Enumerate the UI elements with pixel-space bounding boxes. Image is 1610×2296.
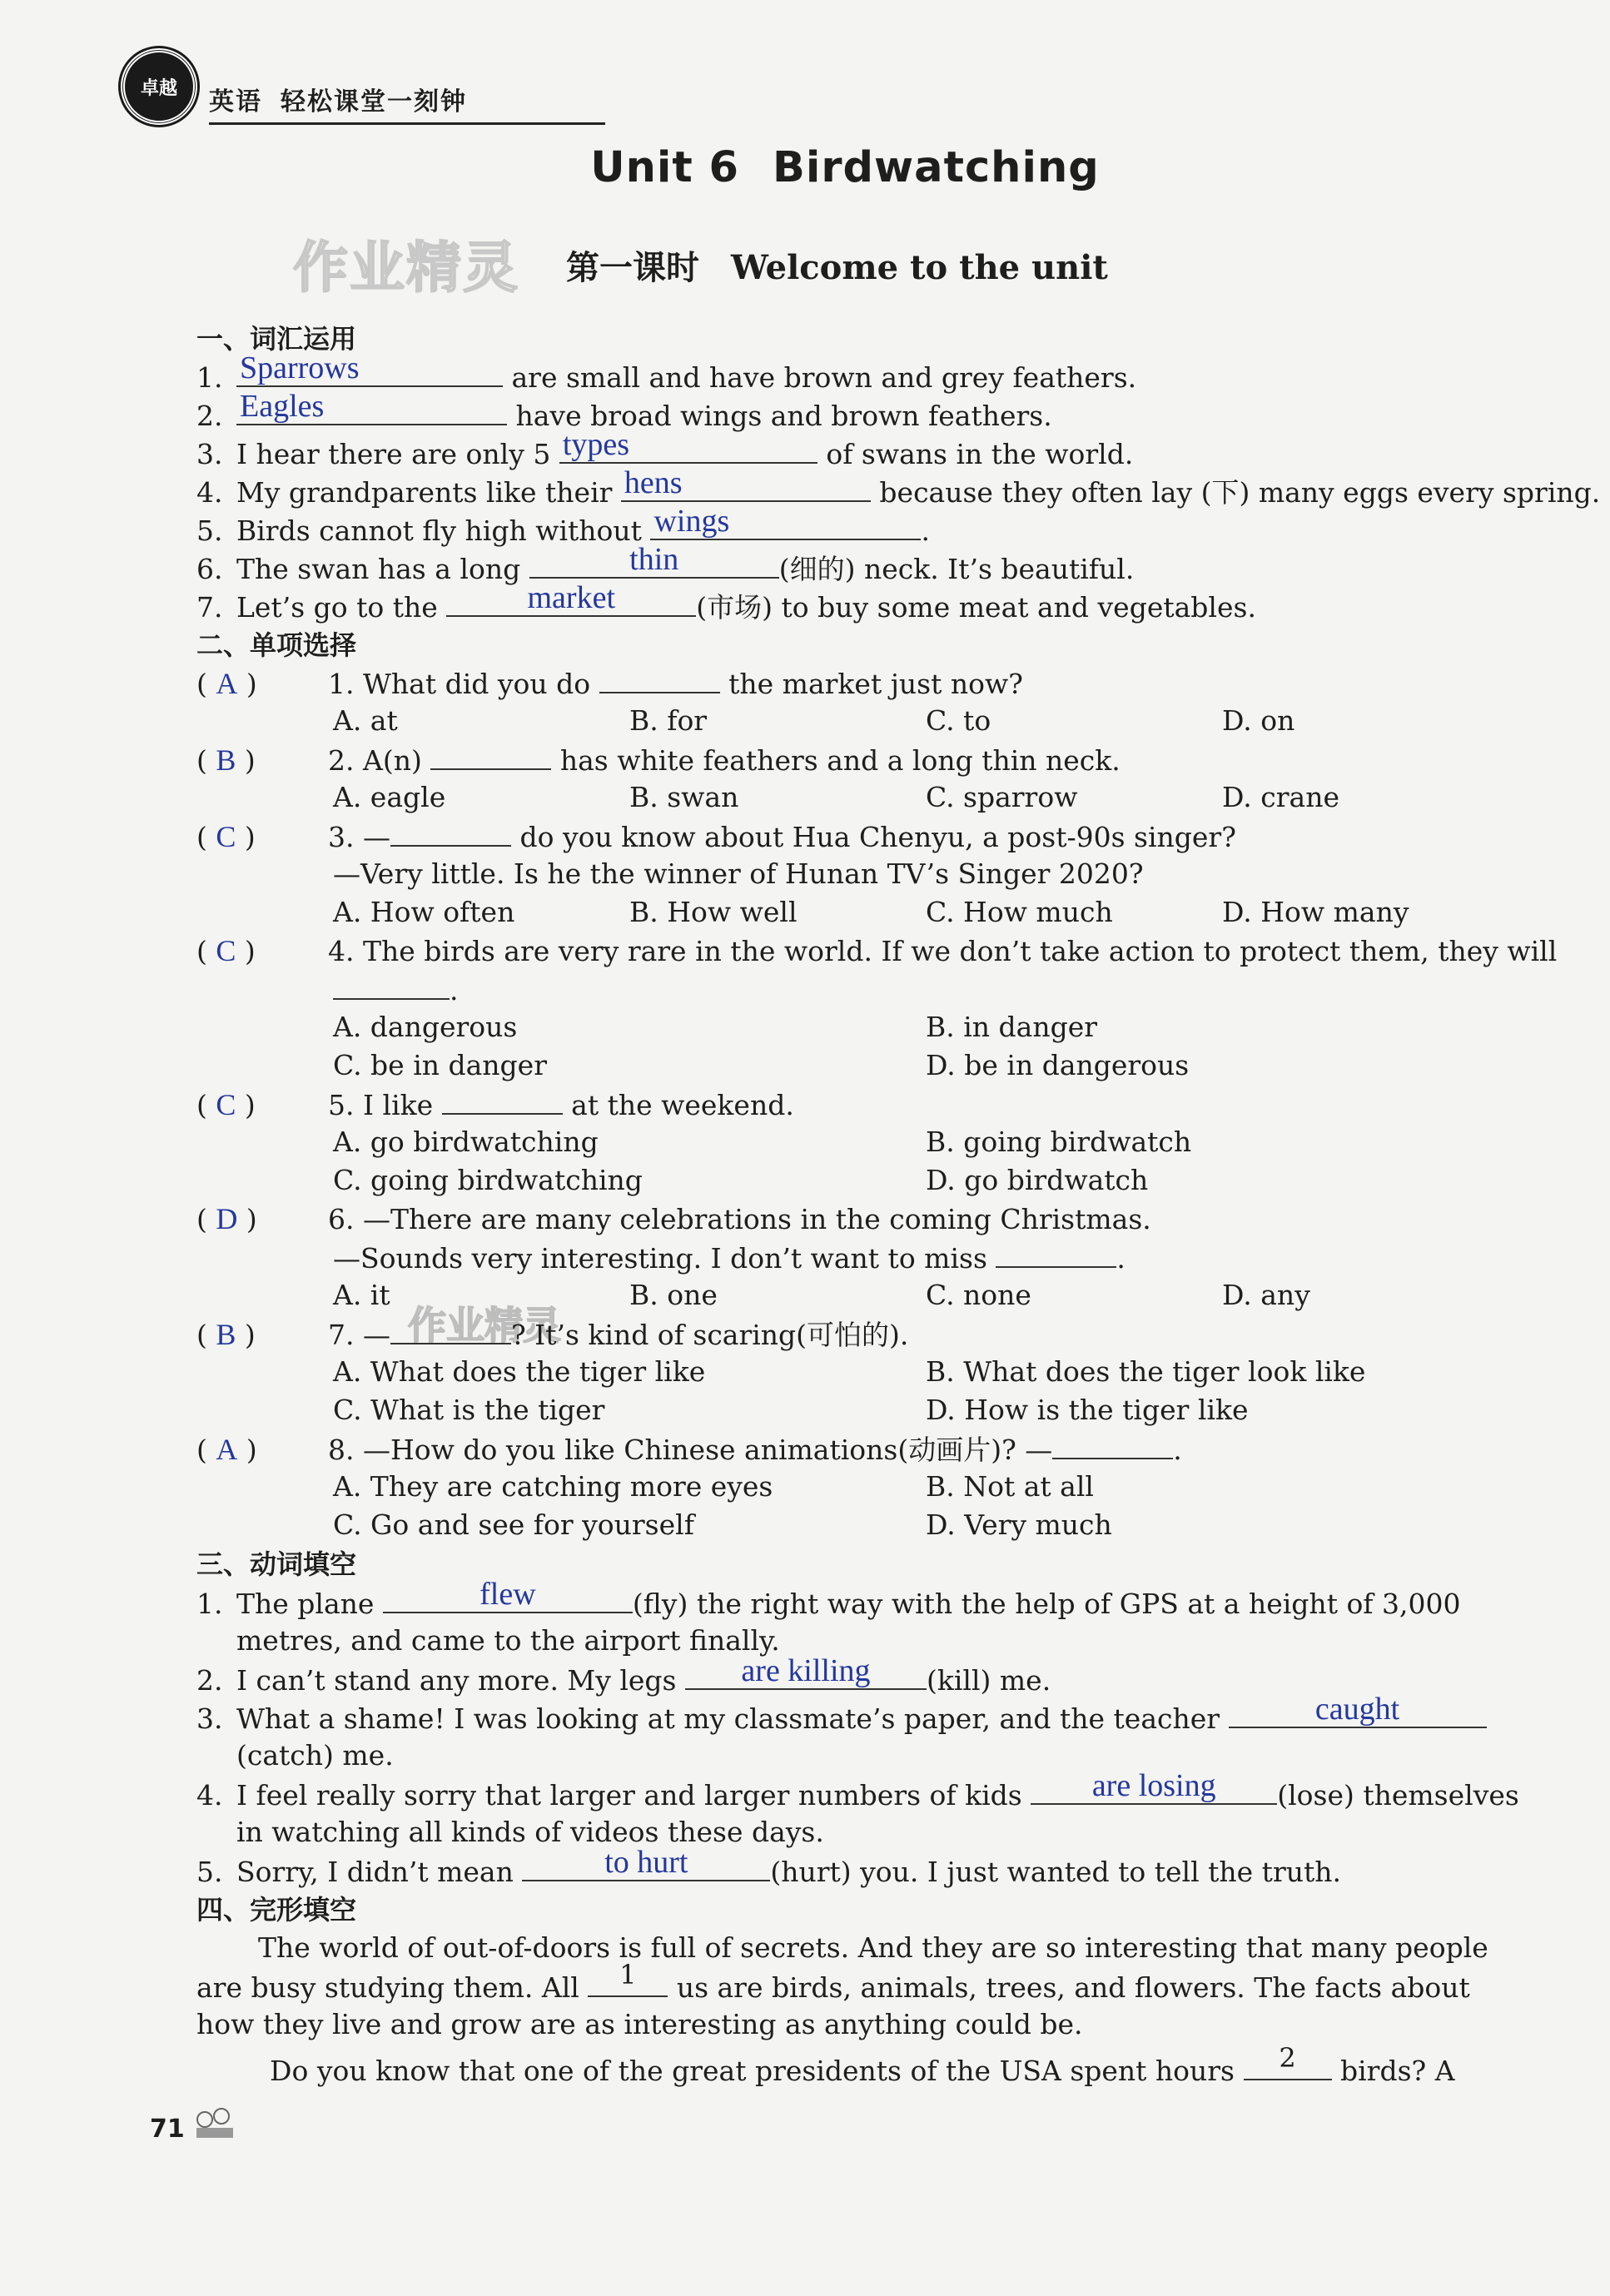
vocab-item: 7. Let’s go to the market (市场) to buy some meat and vegetables. bbox=[196, 580, 1256, 624]
unit-name: Birdwatching bbox=[773, 143, 1100, 192]
answer-text: caught bbox=[1314, 1692, 1400, 1727]
cloze-text: how they live and grow are as interesting as anything could be. bbox=[196, 2008, 1083, 2040]
lesson-name: Welcome to the unit bbox=[731, 248, 1108, 287]
verb-item: 5. Sorry, I didn’t mean to hurt (hurt) you. I just wanted to tell the truth. bbox=[196, 1845, 1341, 1888]
vocab-item: 3. I hear there are only 5 types of swans in the world. bbox=[196, 427, 1134, 470]
page-header bbox=[121, 67, 605, 125]
brand-logo: 卓越 bbox=[121, 48, 197, 125]
answer-text: A bbox=[216, 667, 238, 700]
answer-text: are killing bbox=[741, 1653, 871, 1688]
cloze-text: The world of out-of-doors is full of secrets. And they are so interesting that many people bbox=[258, 1931, 1488, 1964]
mc-question: ( A ) 8. —How do you like Chinese animations(动画片)? — . bbox=[196, 1429, 1182, 1469]
cloze-text: are busy studying them. All 1 us are birds, animals, trees, and flowers. The facts about bbox=[196, 1967, 1470, 2007]
answer-text: C bbox=[216, 1088, 236, 1121]
answer-text: C bbox=[216, 934, 236, 967]
mc-question-continuation: . bbox=[333, 970, 459, 1010]
option-b: B. What does the tiger look like bbox=[926, 1355, 1366, 1388]
answer-text: to hurt bbox=[604, 1845, 688, 1880]
cloze-text: Do you know that one of the great presidents of the USA spent hours 2 birds? A bbox=[270, 2050, 1455, 2090]
vocab-item: 2. Eagles have broad wings and brown feathers. bbox=[196, 389, 1052, 432]
mc-question: ( C ) 3. — do you know about Hua Chenyu, a post-90s singer? bbox=[196, 817, 1236, 857]
answer-text: wings bbox=[653, 504, 730, 539]
unit-number: Unit 6 bbox=[590, 143, 740, 192]
watermark: 作业精灵 bbox=[293, 236, 519, 300]
answer-text: C bbox=[216, 820, 236, 853]
answer-text: D bbox=[216, 1202, 238, 1235]
series-label: 轻松课堂一刻钟 bbox=[281, 87, 467, 117]
option-c: C. be in danger bbox=[333, 1049, 547, 1081]
option-a: A. What does the tiger like bbox=[333, 1355, 706, 1388]
verb-item-continuation: metres, and came to the airport finally. bbox=[236, 1624, 780, 1657]
option-d: D. go birdwatch bbox=[926, 1164, 1149, 1196]
dialogue-line: —Very little. Is he the winner of Hunan TV’s Singer 2020? bbox=[333, 857, 1144, 890]
option-b: B. for bbox=[629, 704, 708, 737]
option-c: C. sparrow bbox=[926, 781, 1078, 813]
answer-text: hens bbox=[624, 465, 683, 500]
option-b: B. Not at all bbox=[926, 1470, 1094, 1503]
option-b: B. one bbox=[629, 1279, 718, 1311]
answer-text: B bbox=[216, 1318, 236, 1351]
answer-text: market bbox=[527, 580, 616, 615]
answer-text: Sparrows bbox=[240, 350, 360, 385]
verb-item: 1. The plane flew (fly) the right way with the help of GPS at a height of 3,000 bbox=[196, 1577, 1461, 1620]
option-a: A. it bbox=[333, 1279, 390, 1311]
cloze-blank-number: 1 bbox=[619, 1959, 637, 1990]
verb-item-continuation: (catch) me. bbox=[236, 1739, 394, 1772]
mc-question: ( C ) 5. I like at the weekend. bbox=[196, 1085, 794, 1125]
subject-label: 英语 bbox=[209, 87, 262, 117]
option-c: C. to bbox=[926, 704, 991, 737]
option-d: D. crane bbox=[1222, 781, 1339, 813]
section-heading-multiple-choice: 二、单项选择 bbox=[196, 629, 357, 661]
answer-text: A bbox=[216, 1433, 238, 1466]
answer-text: flew bbox=[480, 1577, 536, 1612]
header-text bbox=[209, 81, 605, 125]
option-d: D. How is the tiger like bbox=[926, 1394, 1249, 1426]
option-a: A. They are catching more eyes bbox=[333, 1470, 773, 1503]
verb-item: 3. What a shame! I was looking at my classmate’s paper, and the teacher caught bbox=[196, 1698, 1487, 1738]
section-heading-verb-fill: 三、动词填空 bbox=[196, 1548, 357, 1580]
section-heading-cloze: 四、完形填空 bbox=[196, 1894, 357, 1926]
option-a: A. at bbox=[333, 704, 398, 737]
unit-title bbox=[0, 143, 1610, 192]
option-a: A. How often bbox=[333, 896, 515, 928]
mc-question: ( A ) 1. What did you do the market just now? bbox=[196, 663, 1023, 703]
lesson-title bbox=[566, 241, 1108, 289]
option-b: B. in danger bbox=[926, 1011, 1098, 1043]
option-a: A. eagle bbox=[333, 781, 446, 813]
option-b: B. swan bbox=[629, 781, 739, 813]
mc-question: ( C ) 4. The birds are very rare in the world. If we don’t take action to protect them, they will bbox=[196, 934, 1558, 967]
dialogue-line: —Sounds very interesting. I don’t want to miss . bbox=[333, 1238, 1126, 1278]
mc-question: ( B ) 7. — ? It’s kind of scaring(可怕的). bbox=[196, 1314, 908, 1354]
lesson-label: 第一课时 bbox=[566, 248, 699, 287]
section-heading-vocabulary: 一、词汇运用 bbox=[196, 323, 357, 355]
verb-item-continuation: in watching all kinds of videos these days. bbox=[236, 1816, 824, 1848]
option-d: D. any bbox=[1222, 1279, 1310, 1311]
option-c: C. What is the tiger bbox=[333, 1394, 605, 1426]
option-d: D. on bbox=[1222, 704, 1295, 737]
watermark: 作业精灵 bbox=[408, 1303, 561, 1348]
verb-item: 2. I can’t stand any more. My legs are killing (kill) me. bbox=[196, 1653, 1051, 1697]
verb-item: 4. I feel really sorry that larger and larger numbers of kids are losing (lose) themselves bbox=[196, 1768, 1519, 1811]
mc-question: ( D ) 6. —There are many celebrations in the coming Christmas. bbox=[196, 1202, 1151, 1235]
option-b: B. going birdwatch bbox=[926, 1126, 1192, 1158]
option-d: D. How many bbox=[1222, 896, 1409, 928]
answer-text: Eagles bbox=[240, 389, 325, 424]
option-c: C. none bbox=[926, 1279, 1031, 1311]
cloze-blank-number: 2 bbox=[1279, 2042, 1296, 2074]
option-c: C. How much bbox=[926, 896, 1113, 928]
page-number: 71 bbox=[150, 2115, 185, 2144]
option-a: A. dangerous bbox=[333, 1011, 518, 1043]
option-d: D. Very much bbox=[926, 1508, 1112, 1541]
option-c: C. Go and see for yourself bbox=[333, 1508, 694, 1541]
answer-text: types bbox=[562, 427, 630, 462]
vocab-item: 4. My grandparents like their hens because they often lay (下) many eggs every spring. bbox=[196, 465, 1601, 509]
mc-question: ( B ) 2. A(n) has white feathers and a long thin neck. bbox=[196, 740, 1121, 780]
option-c: C. going birdwatching bbox=[333, 1164, 643, 1196]
vocab-item: 5. Birds cannot fly high without wings . bbox=[196, 504, 930, 547]
option-a: A. go birdwatching bbox=[333, 1126, 599, 1158]
answer-text: are losing bbox=[1091, 1768, 1216, 1803]
answer-text: B bbox=[216, 743, 236, 777]
option-d: D. be in dangerous bbox=[926, 1049, 1190, 1081]
vocab-item: 6. The swan has a long thin (细的) neck. It’s beautiful. bbox=[196, 542, 1135, 585]
option-b: B. How well bbox=[629, 896, 798, 928]
page-number-ornament-icon bbox=[193, 2105, 236, 2141]
answer-text: thin bbox=[629, 542, 679, 577]
vocab-item: 1. Sparrows are small and have brown and grey feathers. bbox=[196, 350, 1137, 394]
